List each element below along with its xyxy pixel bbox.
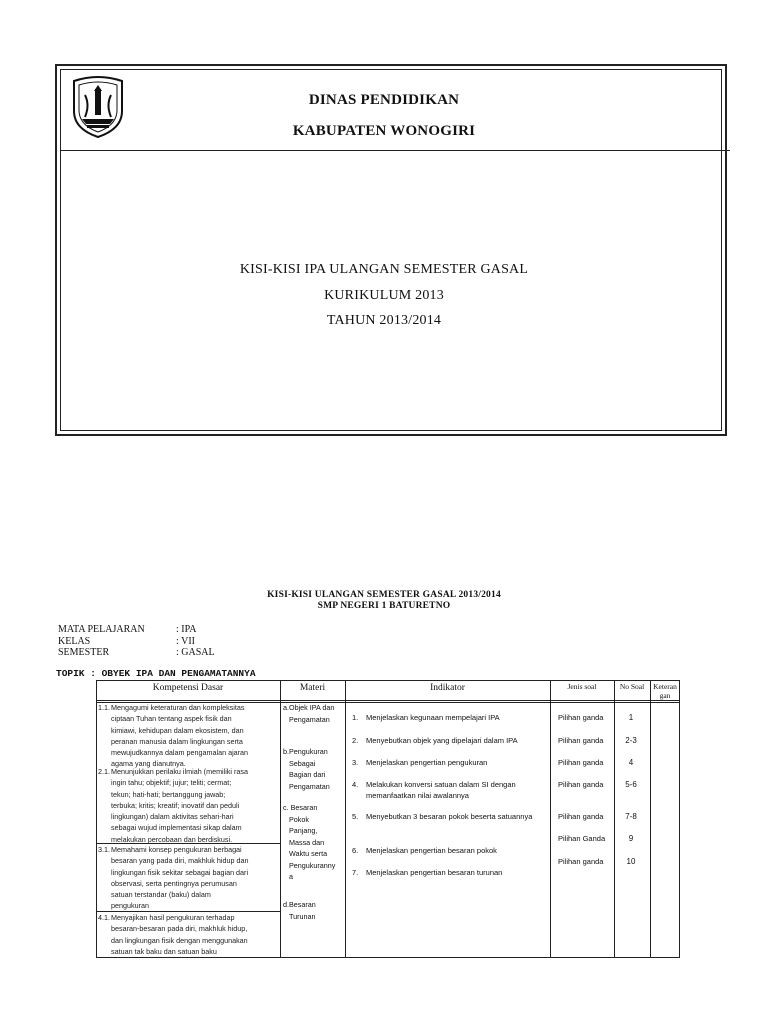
meta-value-class: : VII — [176, 636, 195, 647]
no-soal: 2-3 — [625, 736, 637, 745]
kd-number: 2.1. — [98, 767, 110, 776]
indikator-number: 7. — [352, 868, 359, 877]
indikator-text: Menyebutkan objek yang dipelajari dalam IPA — [366, 736, 518, 745]
indikator-text: Menyebutkan 3 besaran pokok beserta satuannya — [366, 812, 533, 821]
meta-label-semester: SEMESTER — [58, 647, 110, 658]
col-divider — [650, 680, 651, 958]
topic-heading: TOPIK : OBYEK IPA DAN PENGAMATANNYA — [56, 668, 256, 679]
meta-value-subject: : IPA — [176, 624, 197, 635]
indikator-number: 1. — [352, 713, 359, 722]
materi-item: c. Besaran Pokok Panjang, Massa dan Waktu serta Pengukuranny a — [283, 803, 336, 881]
indikator-number: 4. — [352, 780, 359, 789]
kd-number: 1.1. — [98, 703, 110, 712]
kd-item: Menunjukkan perilaku ilmiah (memiliki rasa ingin tahu; objektif; jujur; teliti; cermat; tekun; hati-hati; bertanggung jawab; terbuka; kritis; kreatif; inovatif dan peduli lingkungan) dalam aktivitas sehari-hari sebagai wujud implementasi sikap dalam melakukan percobaan dan berdiskusi. — [111, 767, 249, 844]
th-keterangan: Keteran gan — [653, 682, 677, 700]
indikator-text: Menjelaskan pengertian besaran turunan — [366, 868, 503, 877]
materi-item: a.Objek IPA dan Pengamatan — [283, 703, 335, 724]
doc-title: KISI-KISI ULANGAN SEMESTER GASAL 2013/2014 — [267, 590, 501, 600]
no-soal: 7-8 — [625, 812, 637, 821]
header-agency: DINAS PENDIDIKAN — [308, 92, 460, 108]
indikator-text: Menjelaskan pengertian besaran pokok — [366, 846, 497, 855]
jenis-soal: Pilihan Ganda — [558, 834, 606, 843]
kd-item: Menyajikan hasil pengukuran terhadap besaran-besaran pada diri, makhluk hidup, dan lingkungan fisik dengan menggunakan satuan tak baku dan satuan baku — [111, 913, 248, 956]
th-jenis-soal: Jenis soal — [567, 682, 597, 691]
indikator-text: Menjelaskan pengertian pengukuran — [366, 758, 488, 767]
no-soal: 10 — [626, 857, 636, 866]
meta-label-subject: MATA PELAJARAN — [58, 624, 145, 635]
kd-item: Mengagumi keteraturan dan kompleksitas ciptaan Tuhan tentang aspek fisik dan kimiawi, kehidupan dalam ekosistem, dan peranan manusia dalam lingkungan serta mewujudkannya dalam pengamalan ajaran agama yang dianutnya. — [111, 703, 249, 769]
no-soal: 4 — [628, 758, 634, 767]
cover-title: KISI-KISI IPA ULANGAN SEMESTER GASAL — [239, 262, 529, 277]
th-indikator: Indikator — [430, 683, 465, 693]
school-name: SMP NEGERI 1 BATURETNO — [317, 601, 451, 611]
cover-curriculum: KURIKULUM 2013 — [324, 288, 444, 303]
header-row-divider — [96, 700, 680, 701]
kd-item: Memahami konsep pengukuran berbagai besaran yang pada diri, makhluk hidup dan lingkungan fisik sekitar sebagai bagian dari observasi, serta pentingnya perumusan satuan terstandar (baku) dalam pengukuran — [111, 845, 249, 911]
kd-number: 4.1. — [98, 913, 110, 922]
no-soal: 9 — [628, 834, 634, 843]
materi-item: d.Besaran Turunan — [283, 900, 316, 921]
indikator-text: Menjelaskan kegunaan mempelajari IPA — [366, 713, 500, 722]
no-soal: 5-6 — [625, 780, 637, 789]
col-divider — [345, 680, 346, 958]
indikator-text: Melakukan konversi satuan dalam SI dengan memanfaatkan nilai awalannya — [366, 780, 516, 800]
kd-number: 3.1. — [98, 845, 110, 854]
jenis-soal: Pilihan ganda — [558, 812, 604, 821]
header-regency: KABUPATEN WONOGIRI — [292, 123, 476, 139]
cover-year: TAHUN 2013/2014 — [326, 313, 442, 328]
no-soal: 1 — [628, 713, 634, 722]
indikator-number: 5. — [352, 812, 359, 821]
th-kompetensi-dasar: Kompetensi Dasar — [152, 683, 224, 693]
meta-label-class: KELAS — [58, 636, 91, 647]
materi-item: b.Pengukuran Sebagai Bagian dari Pengamatan — [283, 747, 330, 791]
th-no-soal: No Soal — [619, 682, 645, 691]
indikator-number: 6. — [352, 846, 359, 855]
indikator-number: 3. — [352, 758, 359, 767]
header-divider — [60, 150, 730, 151]
meta-value-semester: : GASAL — [176, 647, 215, 658]
indikator-number: 2. — [352, 736, 359, 745]
th-materi: Materi — [299, 683, 326, 693]
jenis-soal: Pilihan ganda — [558, 780, 604, 789]
jenis-soal: Pilihan ganda — [558, 713, 604, 722]
jenis-soal: Pilihan ganda — [558, 758, 604, 767]
jenis-soal: Pilihan ganda — [558, 736, 604, 745]
jenis-soal: Pilihan ganda — [558, 857, 604, 866]
